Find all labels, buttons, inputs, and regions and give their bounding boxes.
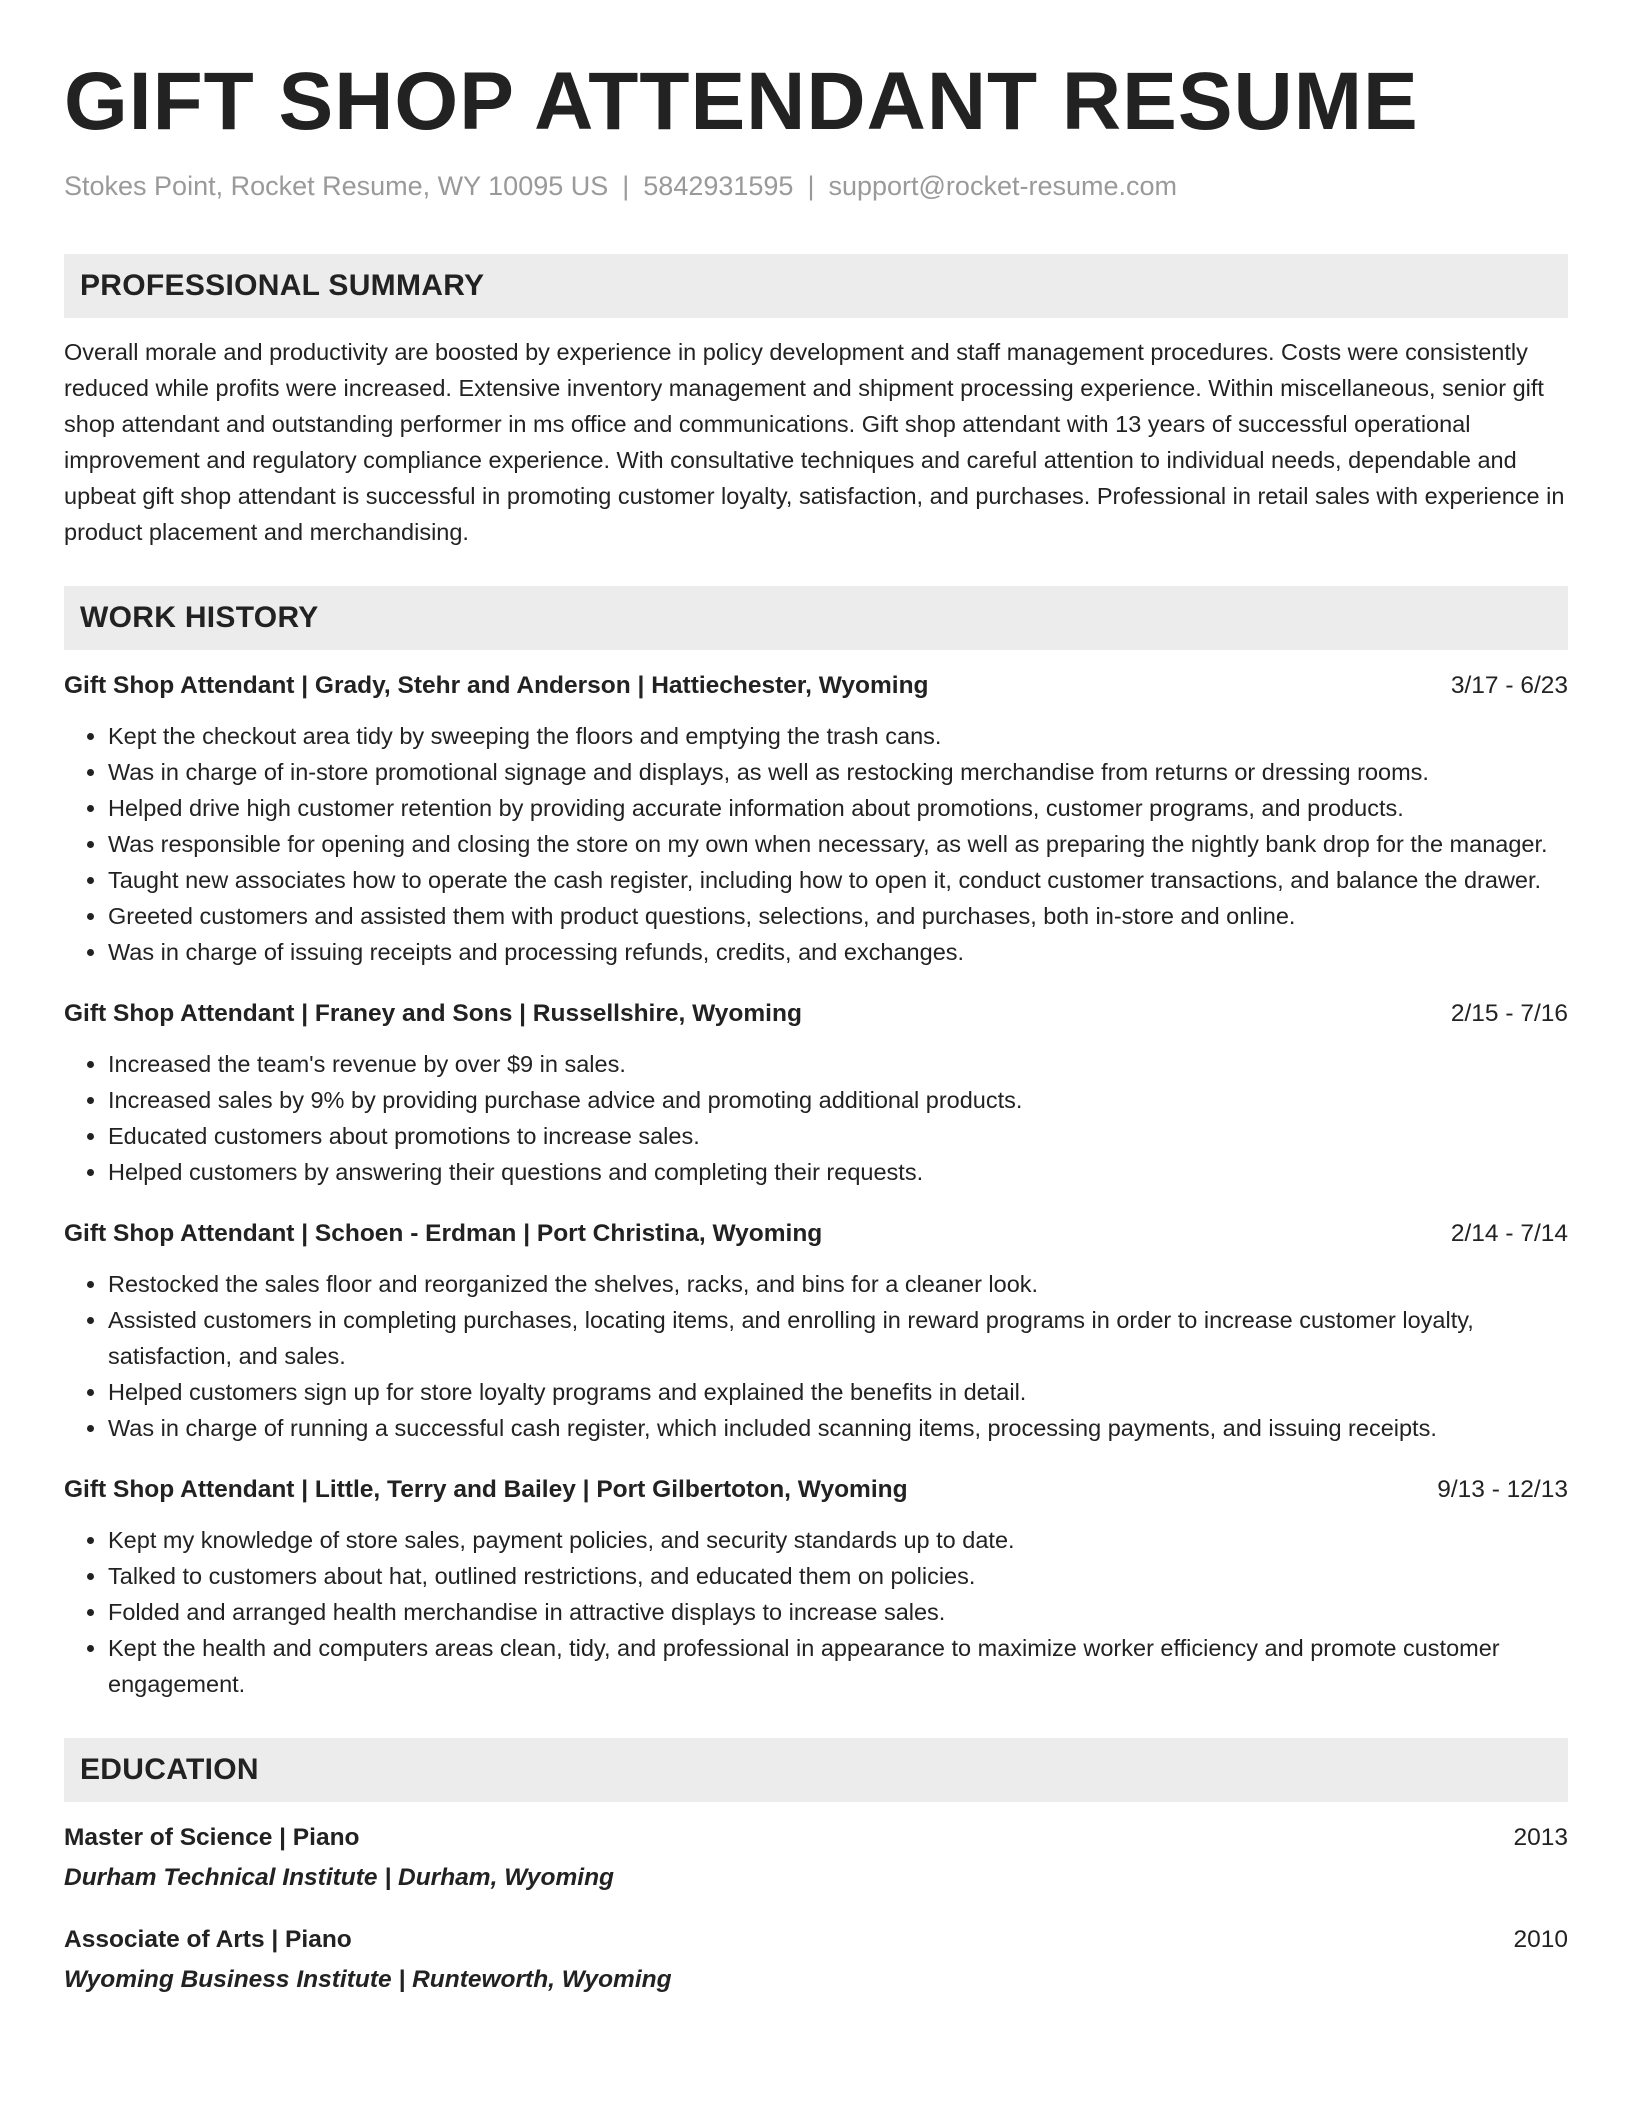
education-entry	[64, 1922, 1568, 1998]
resume-title: GIFT SHOP ATTENDANT RESUME	[64, 56, 1419, 147]
education-header	[64, 1922, 1568, 1958]
section-header-summary	[64, 254, 1568, 318]
job-bullets	[64, 1522, 1568, 1702]
job-bullet: • Was in charge of running a successful cash register, which included scanning items, processing payments, and issuing receipts.	[108, 1410, 1568, 1446]
job-bullets	[64, 718, 1568, 970]
education-entry	[64, 1820, 1568, 1896]
job-title: Gift Shop Attendant | Franey and Sons | Russellshire, Wyoming	[64, 1000, 802, 1027]
job-header	[64, 1216, 1568, 1252]
job-entry	[64, 996, 1568, 1190]
job-bullet: • Increased the team's revenue by over $9 in sales.	[108, 1046, 1568, 1082]
summary-text: Overall morale and productivity are boosted by experience in policy development and staff management procedures. Costs were consistently reduced while profits were increased. Extensive inventory management and shipment processing experience. Within miscellaneous, senior gift shop attendant and outstanding performer in ms office and communications. Gift shop attendant with 13 years of successful operational improvement and regulatory compliance experience. With consultative techniques and careful attention to individual needs, dependable and upbeat gift shop attendant is successful in promoting customer loyalty, satisfaction, and purchases. Professional in retail sales with experience in product placement and merchandising.	[64, 339, 1565, 545]
section-header-education	[64, 1738, 1568, 1802]
job-title: Gift Shop Attendant | Little, Terry and Bailey | Port Gilbertoton, Wyoming	[64, 1476, 908, 1503]
job-header	[64, 668, 1568, 704]
education-degree: Associate of Arts | Piano	[64, 1926, 352, 1953]
job-bullet: • Restocked the sales floor and reorganized the shelves, racks, and bins for a cleaner look.	[108, 1266, 1568, 1302]
contact-phone: 5842931595	[643, 171, 794, 201]
job-entry	[64, 668, 1568, 970]
job-bullets	[64, 1266, 1568, 1446]
job-bullet: • Kept the health and computers areas clean, tidy, and professional in appearance to maximize worker efficiency and promote customer engagement.	[108, 1630, 1568, 1702]
job-dates: 9/13 - 12/13	[1437, 1476, 1568, 1503]
job-bullet: • Increased sales by 9% by providing purchase advice and promoting additional products.	[108, 1082, 1568, 1118]
job-bullet: • Helped customers sign up for store loyalty programs and explained the benefits in detail.	[108, 1374, 1568, 1410]
education-header	[64, 1820, 1568, 1856]
contact-address: Stokes Point, Rocket Resume, WY 10095 US	[64, 171, 609, 201]
job-title: Gift Shop Attendant | Schoen - Erdman | Port Christina, Wyoming	[64, 1220, 823, 1247]
job-bullet: • Talked to customers about hat, outlined restrictions, and educated them on policies.	[108, 1558, 1568, 1594]
contact-separator: |	[807, 171, 815, 201]
section-title: EDUCATION	[80, 1753, 259, 1786]
work-history-list	[64, 668, 1568, 1702]
job-bullet: • Kept my knowledge of store sales, payment policies, and security standards up to date.	[108, 1522, 1568, 1558]
job-bullet: • Assisted customers in completing purchases, locating items, and enrolling in reward programs in order to increase customer loyalty, satisfaction, and sales.	[108, 1302, 1568, 1374]
education-degree: Master of Science | Piano	[64, 1824, 360, 1851]
job-bullet: • Helped drive high customer retention by providing accurate information about promotions, customer programs, and products.	[108, 790, 1568, 826]
contact-line	[64, 168, 1568, 204]
contact-email: support@rocket-resume.com	[828, 171, 1177, 201]
job-bullet: • Was responsible for opening and closing the store on my own when necessary, as well as preparing the nightly bank drop for the manager.	[108, 826, 1568, 862]
education-year: 2010	[1513, 1926, 1568, 1953]
job-bullet: • Kept the checkout area tidy by sweeping the floors and emptying the trash cans.	[108, 718, 1568, 754]
job-bullet: • Helped customers by answering their questions and completing their requests.	[108, 1154, 1568, 1190]
job-bullet: • Folded and arranged health merchandise in attractive displays to increase sales.	[108, 1594, 1568, 1630]
job-entry	[64, 1472, 1568, 1702]
job-dates: 3/17 - 6/23	[1450, 672, 1568, 699]
section-title: WORK HISTORY	[80, 601, 319, 634]
education-list	[64, 1820, 1568, 1998]
job-dates: 2/15 - 7/16	[1450, 1000, 1568, 1027]
job-dates: 2/14 - 7/14	[1450, 1220, 1568, 1247]
job-bullets	[64, 1046, 1568, 1190]
job-header	[64, 996, 1568, 1032]
section-title: PROFESSIONAL SUMMARY	[80, 269, 485, 302]
contact-separator: |	[622, 171, 630, 201]
job-bullet: • Educated customers about promotions to increase sales.	[108, 1118, 1568, 1154]
job-bullet: • Was in charge of in-store promotional signage and displays, as well as restocking merchandise from returns or dressing rooms.	[108, 754, 1568, 790]
job-bullet: • Taught new associates how to operate the cash register, including how to open it, conduct customer transactions, and balance the drawer.	[108, 862, 1568, 898]
section-header-work-history	[64, 586, 1568, 650]
job-header	[64, 1472, 1568, 1508]
job-bullet: • Was in charge of issuing receipts and processing refunds, credits, and exchanges.	[108, 934, 1568, 970]
job-title: Gift Shop Attendant | Grady, Stehr and Anderson | Hattiechester, Wyoming	[64, 672, 929, 699]
job-entry	[64, 1216, 1568, 1446]
education-school: Wyoming Business Institute | Runteworth, Wyoming	[64, 1966, 672, 1993]
education-year: 2013	[1513, 1824, 1568, 1851]
job-bullet: • Greeted customers and assisted them with product questions, selections, and purchases, both in-store and online.	[108, 898, 1568, 934]
education-school: Durham Technical Institute | Durham, Wyoming	[64, 1864, 615, 1891]
